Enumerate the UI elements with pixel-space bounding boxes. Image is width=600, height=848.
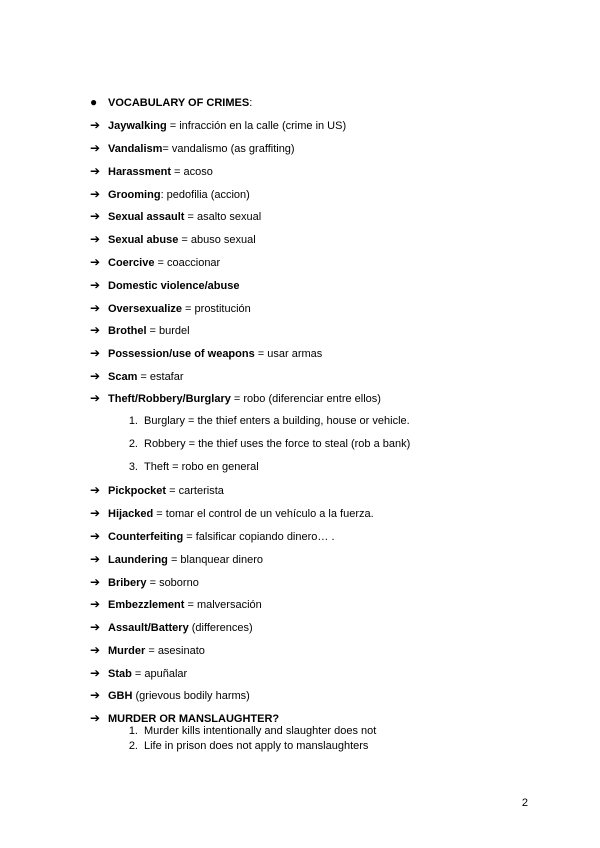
entry-term: Harassment [108,166,171,178]
arrow-icon: ➔ [90,118,101,132]
entry-term: Grooming [108,189,161,201]
subitem-text: Theft = robo en general [144,461,259,473]
arrow-icon: ➔ [90,483,101,497]
entry-coercive [90,255,220,270]
entry-definition: = burdel [146,325,190,337]
entry-definition: = infracción en la calle (crime in US) [166,120,347,132]
arrow-icon: ➔ [90,575,101,589]
entry-scam [90,369,184,384]
entry-laundering [90,552,263,567]
heading-text: VOCABULARY OF CRIMES [108,97,250,109]
arrow-icon: ➔ [90,643,101,657]
subitem-text: Burglary = the thief enters a building, house or vehicle. [144,415,410,427]
list-number: 3. [128,461,138,473]
list-number: 2. [128,438,138,450]
entry-definition: = estafar [137,371,184,383]
entry-vandalism [90,141,295,156]
entry-term: Hijacked [108,508,154,520]
entry-term: Embezzlement [108,599,185,611]
entry-brothel [90,323,190,338]
entry-term: GBH [108,690,133,702]
entry-bribery [90,575,199,590]
entry-term: MURDER OR MANSLAUGHTER? [108,713,280,725]
arrow-icon: ➔ [90,301,101,315]
arrow-icon: ➔ [90,529,101,543]
entry-grooming [90,187,250,202]
entry-definition: = apuñalar [131,668,188,680]
entry-definition: = robo (diferenciar entre ellos) [230,393,381,405]
entry-harassment [90,164,213,179]
arrow-icon: ➔ [90,255,101,269]
list-number: 2. [128,740,138,752]
entry-definition: = asesinato [145,645,205,657]
entry-term: Bribery [108,577,147,589]
arrow-icon: ➔ [90,187,101,201]
entry-definition: = abuso sexual [178,234,256,246]
entry-definition: : pedofilia (accion) [160,189,250,201]
entry-term: Assault/Battery [108,622,189,634]
theft-subitem-burglary [120,414,410,428]
entry-definition: = acoso [170,166,213,178]
arrow-icon: ➔ [90,369,101,383]
entry-theft-robbery-burglary [90,391,381,406]
entry-term: Oversexualize [108,303,182,315]
entry-term: Theft/Robbery/Burglary [108,393,231,405]
arrow-icon: ➔ [90,552,101,566]
arrow-icon: ➔ [90,666,101,680]
theft-subitem-theft [120,460,259,474]
arrow-icon: ➔ [90,711,101,725]
murder-subitem-1 [120,724,376,738]
entry-definition: = asalto sexual [184,211,262,223]
entry-term: Stab [108,668,132,680]
entry-definition: = carterista [166,485,224,497]
entry-pickpocket [90,483,224,498]
arrow-icon: ➔ [90,620,101,634]
entry-sexual-assault [90,209,261,224]
entry-term: Murder [108,645,146,657]
list-number: 1. [128,725,138,737]
entry-murder [90,643,205,658]
entry-term: Possession/use of weapons [108,348,255,360]
page-number: 2 [521,797,528,809]
entry-term: Brothel [108,325,147,337]
entry-jaywalking [90,118,346,133]
entry-definition: = vandalismo (as graffiting) [162,143,295,155]
arrow-icon: ➔ [90,232,101,246]
entry-term: Sexual assault [108,211,185,223]
murder-subitem-2 [120,739,368,753]
subitem-text: Murder kills intentionally and slaughter does not [144,725,377,737]
entry-sexual-abuse [90,232,256,247]
arrow-icon: ➔ [90,688,101,702]
entry-gbh [90,688,250,703]
subitem-text: Robbery = the thief uses the force to steal (rob a bank) [144,438,411,450]
entry-term: Vandalism [108,143,163,155]
bullet-icon: ● [90,95,98,109]
arrow-icon: ➔ [90,278,101,292]
entry-term: Scam [108,371,138,383]
arrow-icon: ➔ [90,597,101,611]
entry-definition: = malversación [184,599,262,611]
entry-definition: = blanquear dinero [167,554,263,566]
entry-definition: = prostitución [182,303,251,315]
entry-term: Coercive [108,257,155,269]
entry-domestic-violence [90,278,239,293]
entry-oversexualize [90,301,251,316]
arrow-icon: ➔ [90,141,101,155]
entry-definition: = falsificar copiando dinero… . [183,531,335,543]
entry-counterfeiting [90,529,335,544]
list-number: 1. [128,415,138,427]
entry-definition: = soborno [146,577,199,589]
entry-term: Counterfeiting [108,531,184,543]
arrow-icon: ➔ [90,164,101,178]
vocabulary-heading: ● VOCABULARY OF CRIMES: [90,95,253,109]
arrow-icon: ➔ [90,323,101,337]
entry-definition: = tomar el control de un vehículo a la fuerza. [153,508,374,520]
entry-term: Sexual abuse [108,234,179,246]
arrow-icon: ➔ [90,506,101,520]
entry-term: Jaywalking [108,120,167,132]
entry-hijacked [90,506,374,521]
arrow-icon: ➔ [90,391,101,405]
entry-weapons [90,346,322,361]
entry-term: Pickpocket [108,485,167,497]
entry-embezzlement [90,597,262,612]
arrow-icon: ➔ [90,346,101,360]
entry-definition: = coaccionar [154,257,221,269]
entry-assault-battery [90,620,253,635]
entry-term: Domestic violence/abuse [108,280,240,292]
entry-term: Laundering [108,554,168,566]
entry-definition: (grievous bodily harms) [132,690,250,702]
entry-definition: = usar armas [254,348,323,360]
arrow-icon: ➔ [90,209,101,223]
entry-stab [90,666,187,681]
theft-subitem-robbery [120,437,410,451]
entry-definition: (differences) [188,622,253,634]
subitem-text: Life in prison does not apply to manslaughters [144,740,369,752]
